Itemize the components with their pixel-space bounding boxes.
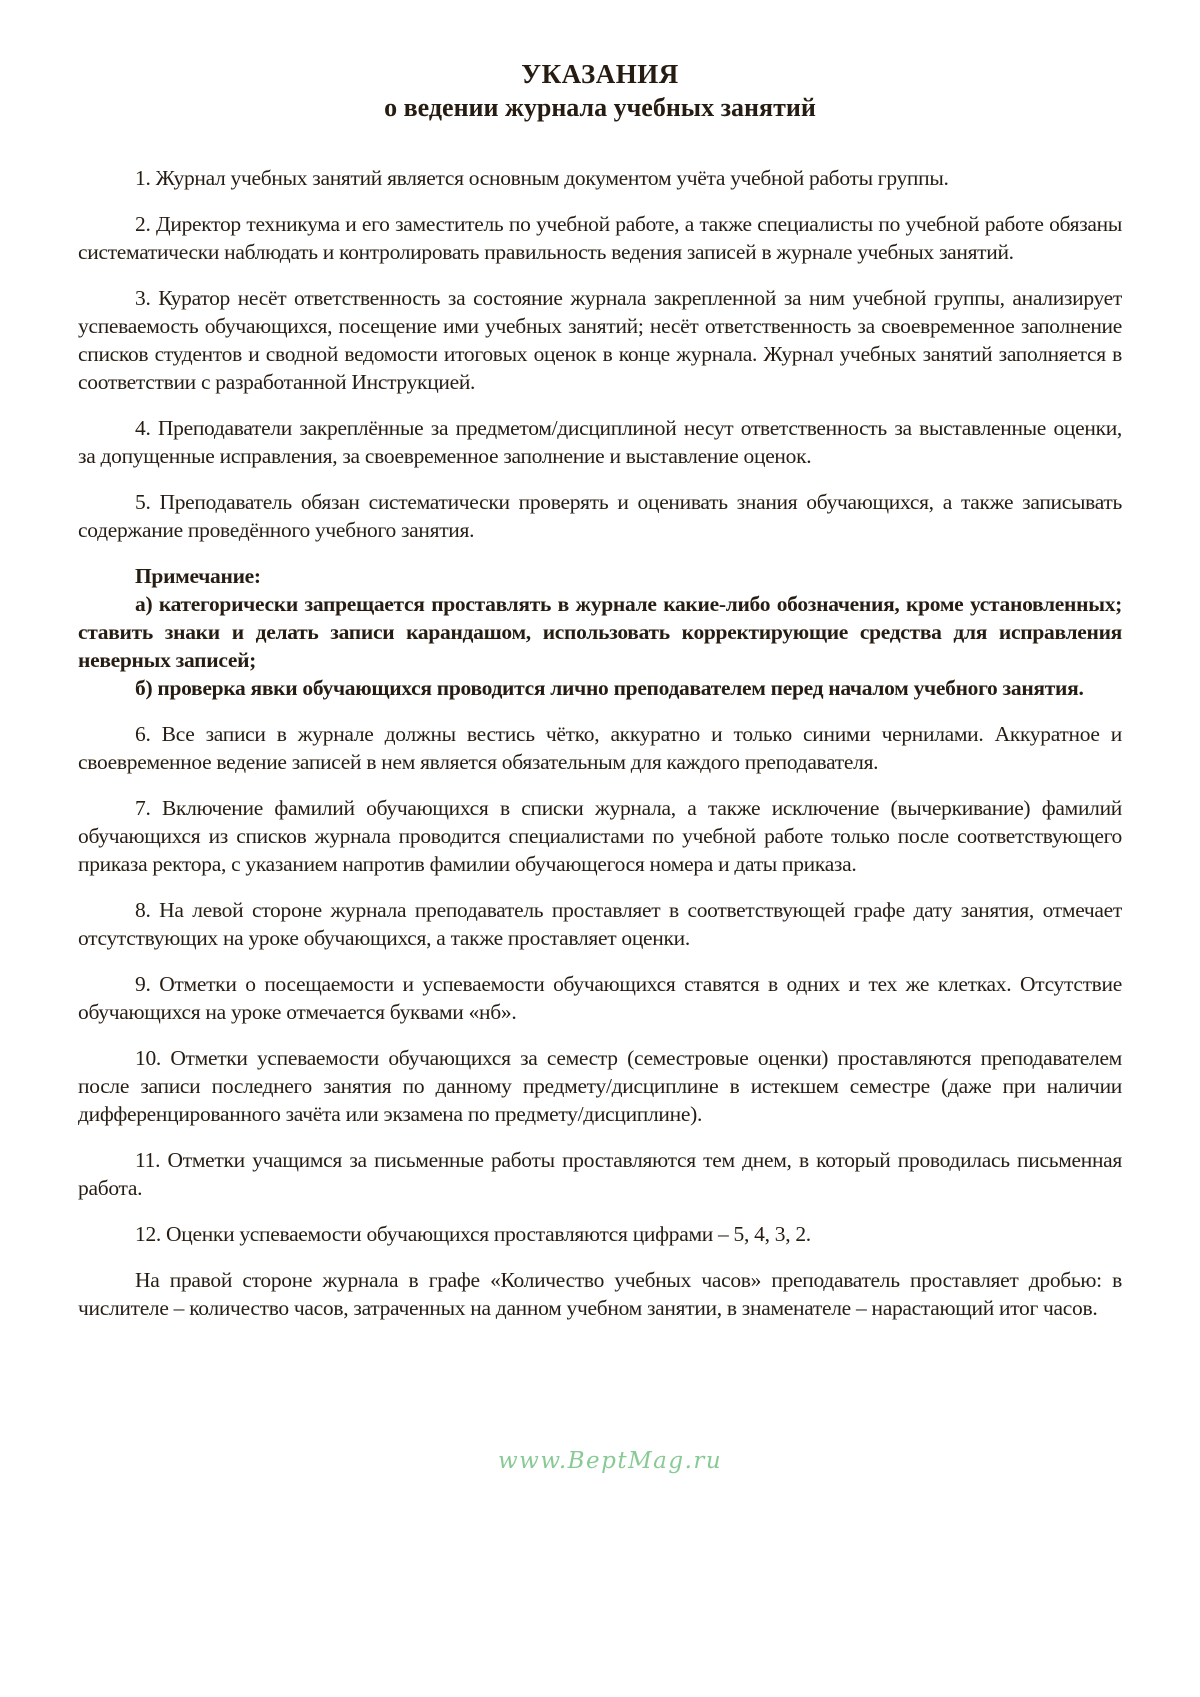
paragraph-11: 11. Отметки учащимся за письменные работы проставляются тем днем, в который проводилась письменная работа.	[78, 1148, 1122, 1200]
paragraph-1: 1. Журнал учебных занятий является основным документом учёта учебной работы группы.	[135, 166, 949, 190]
paragraph-12: 12. Оценки успеваемости обучающихся проставляются цифрами – 5, 4, 3, 2.	[135, 1222, 811, 1246]
paragraph-2: 2. Директор техникума и его заместитель по учебной работе, а также специалисты по учебной работе обязаны систематически наблюдать и контролировать правильность ведения записей в журнале учебных занятий.	[78, 212, 1122, 264]
note-item-b: б) проверка явки обучающихся проводится лично преподавателем перед началом учебного занятия.	[135, 676, 1084, 700]
paragraph-7: 7. Включение фамилий обучающихся в списки журнала, а также исключение (вычеркивание) фамилий обучающихся из списков журнала проводится специалистами по учебной работе только после соответствующего приказа ректора, с указанием напротив фамилии обучающегося номера и даты приказа.	[78, 796, 1122, 876]
note-item-a: а) категорически запрещается проставлять в журнале какие-либо обозначения, кроме установленных; ставить знаки и делать записи карандашом, использовать корректирующие средства для исправления неверных записей;	[78, 592, 1122, 672]
paragraph-4: 4. Преподаватели закреплённые за предметом/дисциплиной несут ответственность за выставленные оценки, за допущенные исправления, за своевременное заполнение и выставление оценок.	[78, 416, 1122, 468]
paragraph-8: 8. На левой стороне журнала преподаватель проставляет в соответствующей графе дату занятия, отмечает отсутствующих на уроке обучающихся, а также проставляет оценки.	[78, 898, 1122, 950]
note-heading: Примечание:	[135, 564, 261, 588]
paragraph-final: На правой стороне журнала в графе «Количество учебных часов» преподаватель проставляет дробью: в числителе – количество часов, затраченных на данном учебном занятии, в знаменателе – нарастающий итог часов.	[78, 1268, 1122, 1320]
watermark-text: www.BeptMag.ru	[498, 1448, 723, 1474]
paragraph-3: 3. Куратор несёт ответственность за состояние журнала закрепленной за ним учебной группы, анализирует успеваемость обучающихся, посещение ими учебных занятий; несёт ответственность за своевременное заполнение списков студентов и сводной ведомости итоговых оценок в конце журнала. Журнал учебных занятий заполняется в соответствии с разработанной Инструкцией.	[78, 286, 1122, 394]
paragraph-10: 10. Отметки успеваемости обучающихся за семестр (семестровые оценки) проставляются преподавателем после записи последнего занятия по данному предмету/дисциплине в истекшем семестре (даже при наличии дифференцированного зачёта или экзамена по предмету/дисциплине).	[78, 1046, 1122, 1126]
paragraph-9: 9. Отметки о посещаемости и успеваемости обучающихся ставятся в одних и тех же клетках. Отсутствие обучающихся на уроке отмечается буквами «нб».	[78, 972, 1122, 1024]
paragraph-6: 6. Все записи в журнале должны вестись чётко, аккуратно и только синими чернилами. Аккуратное и своевременное ведение записей в нем является обязательным для каждого преподавателя.	[78, 722, 1122, 774]
document-title: УКАЗАНИЯ	[521, 59, 679, 89]
document-subtitle: о ведении журнала учебных занятий	[384, 93, 816, 122]
paragraph-5: 5. Преподаватель обязан систематически проверять и оценивать знания обучающихся, а также записывать содержание проведённого учебного занятия.	[78, 490, 1122, 542]
